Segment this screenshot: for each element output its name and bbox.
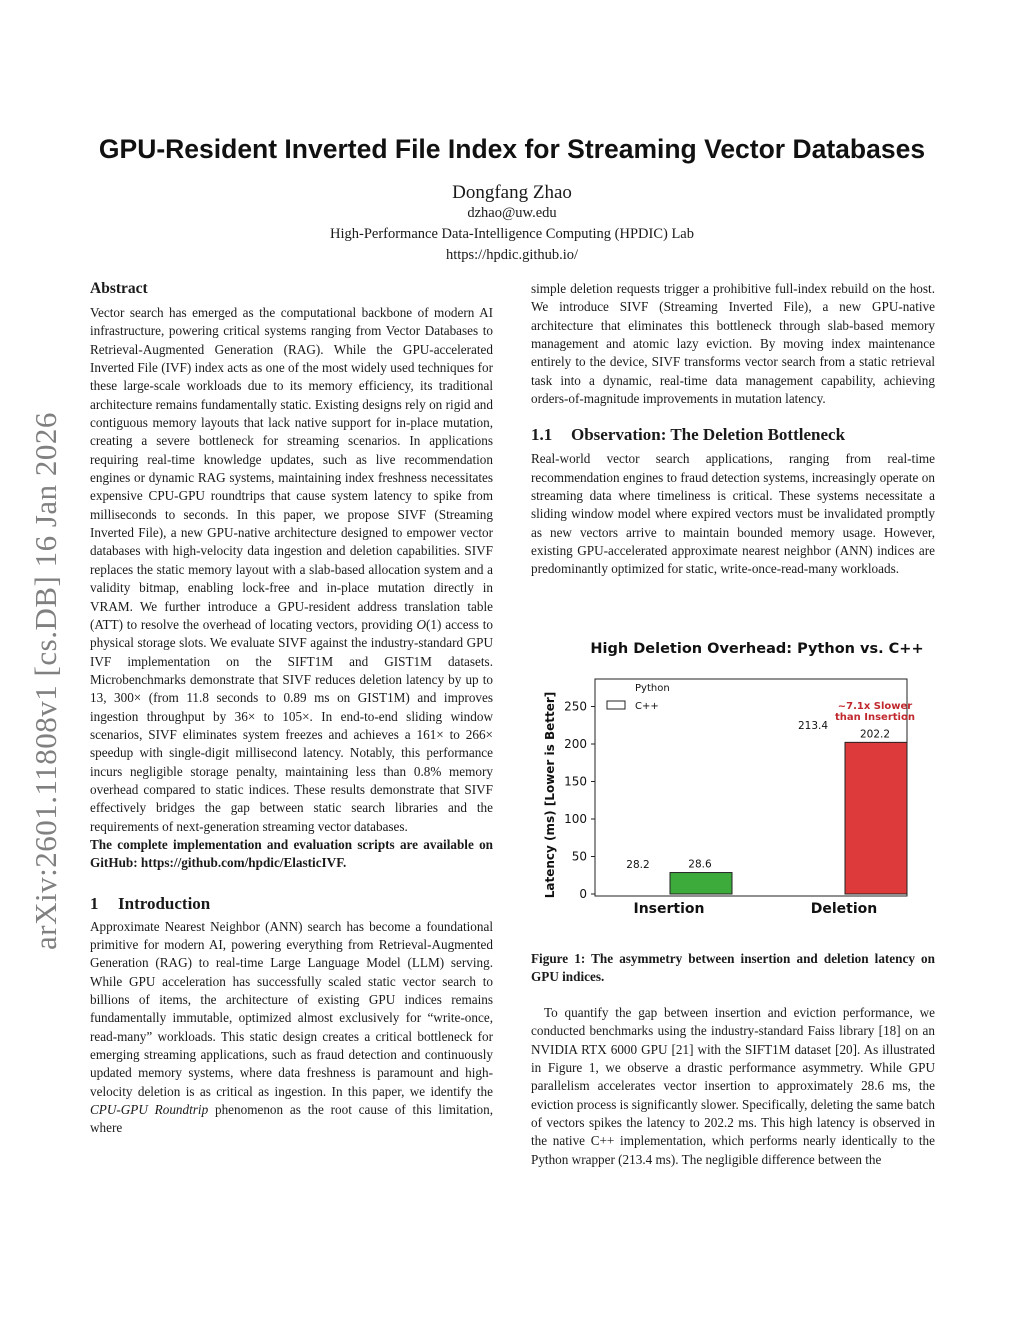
code-availability: The complete implementation and evaluation scripts are available on GitHub: https://github.com/hpdic/ElasticIVF. bbox=[90, 836, 493, 871]
bar-python-deletion bbox=[781, 734, 843, 894]
y-tick-label-0: 0 bbox=[579, 887, 587, 901]
y-ticks bbox=[564, 700, 595, 902]
y-tick-label-200: 200 bbox=[564, 737, 587, 751]
abstract-text-part1: Vector search has emerged as the computational backbone of modern AI infrastructure, powering critical systems ranging from Vector Databases to Retrieval-Augmented Generation (RAG). While the GPU-accelerated Inverted File (IVF) index acts as one of the most widely used techniques for these large-scale workloads due to its memory efficiency, its traditional architecture remains fundamentally static. Existing designs rely on rigid and contiguous memory layouts that lack native support for in-place mutation, creating a severe bottleneck for streaming scenarios. In applications requiring real-time knowledge updates, such as live recommendation engines or dynamic RAG systems, maintaining index freshness necessitates expensive CPU-GPU roundtrips that cause system latency to spike from milliseconds to seconds. In this paper, we propose SIVF (Streaming Inverted File), a new GPU-native architecture designed to empower vector databases with high-velocity data ingestion and deletion capabilities. SIVF replaces the static memory layout with a slab-based allocation system and a validity bitmap, enabling lock-free and in-place mutation directly in VRAM. We further introduce a GPU-resident address translation table (ATT) to resolve the overhead of locating vectors, providing bbox=[90, 305, 493, 632]
abstract-heading: Abstract bbox=[90, 280, 148, 297]
intro-text-part2: phenomenon as the root cause of this limitation, where bbox=[90, 1102, 493, 1136]
value-label-3: 202.2 bbox=[859, 728, 891, 741]
benchmark-paragraph: To quantify the gap between insertion and eviction performance, we conducted benchmarks using the industry-standard Faiss library [18] on an NVIDIA RTX 6000 GPU [21] with the SIFT1M dataset [20]. As illustrated in Figure 1, we observe a drastic performance asymmetry. While GPU parallelism accelerates vector insertion to approximately 28.6 ms, the eviction process is significantly slower. Specifically, deleting the same batch of vectors spikes the latency to 202.2 ms. This high latency is observed in the native C++ implementation, which performs nearly identically to the Python wrapper (213.4 ms). The negligible difference between the bbox=[531, 1005, 935, 1167]
y-axis-label: Latency (ms) [Lower is Better] bbox=[543, 691, 557, 899]
slowdown-annotation-line1: ~7.1x Slower bbox=[837, 701, 913, 712]
bars bbox=[606, 734, 907, 894]
intro-number: 1 bbox=[90, 893, 99, 913]
right-column-bottom bbox=[531, 1004, 935, 1169]
legend-python: Python bbox=[635, 683, 670, 694]
bar-cpp-deletion bbox=[845, 742, 907, 894]
legend-cpp: C++ bbox=[635, 701, 659, 712]
x-tick-insertion: Insertion bbox=[633, 901, 705, 917]
figure-1-caption: Figure 1: The asymmetry between insertion and deletion latency on GPU indices. bbox=[531, 951, 935, 985]
observation-heading bbox=[531, 424, 935, 446]
legend-swatch-cpp bbox=[607, 701, 625, 709]
chart-title: High Deletion Overhead: Python vs. C++ bbox=[590, 641, 924, 657]
intro-body bbox=[90, 918, 493, 1138]
intro-heading bbox=[90, 893, 493, 915]
y-tick-label-150: 150 bbox=[564, 774, 587, 789]
y-tick-label-100: 100 bbox=[564, 812, 587, 826]
bar-cpp-insertion bbox=[670, 873, 732, 894]
observation-number: 1.1 bbox=[531, 425, 553, 445]
author-affiliation: High-Performance Data-Intelligence Computing (HPDIC) Lab bbox=[329, 226, 694, 242]
author-url[interactable]: https://hpdic.github.io/ bbox=[445, 247, 579, 263]
figure-1-chart bbox=[531, 632, 935, 922]
intro-continued: simple deletion requests trigger a prohibitive full-index rebuild on the host. We introduce SIVF (Streaming Inverted File), a new GPU-native architecture that eliminates this bottleneck through slab-based memory management and atomic lazy eviction. By moving index maintenance entirely to the device, SIVF transforms vector search from a static retrieval task into a dynamic, real-time data management capability, achieving orders-of-magnitude improvements in mutation latency. bbox=[531, 281, 935, 407]
abstract-text-part2: (1) access to physical storage slots. We evaluate SIVF against the industry-standard GPU IVF implementation on the SIFT1M and GIST1M datasets. Microbenchmarks demonstrate that SIVF reduces deletion latency by up to 13, 300× (from 11.8 seconds to 0.89 ms on GIST1M) and improves ingestion throughput by 36× to 105×. In end-to-end sliding window scenarios, SIVF eliminates system freezes and achieves a 161× to 266× speedup with single-digit millisecond latency. Notably, this performance incurs negligible storage penalty, maintaining less than 0.8% memory overhead compared to static indices. These results demonstrate that SIVF effectively bridges the gap between static search libraries and the requirements of next-generation streaming vector databases. bbox=[90, 616, 494, 834]
author-email: dzhao@uw.edu bbox=[467, 205, 557, 221]
value-label-0: 28.2 bbox=[626, 858, 650, 871]
observation-body: Real-world vector search applications, ranging from real-time recommendation engines to fraud detection systems, increasingly operate on streaming data where timeliness is critical. These systems necessitate a sliding window model where expired vectors must be invalidated promptly as new vectors arrive to maintain bounded memory usage. However, existing GPU-accelerated approximate nearest neighbor (ANN) indices are predominantly optimized for static, write-once-read-many workloads. bbox=[531, 451, 935, 577]
value-label-2: 213.4 bbox=[797, 719, 829, 732]
paper-title: GPU-Resident Inverted File Index for Streaming Vector Databases bbox=[98, 134, 926, 164]
slowdown-annotation-line2: than Insertion bbox=[835, 712, 915, 723]
right-column-top bbox=[531, 280, 935, 579]
arxiv-stamp: arXiv:2601.11808v1 [cs.DB] 16 Jan 2026 bbox=[28, 412, 63, 950]
x-tick-deletion: Deletion bbox=[810, 901, 878, 917]
author-name: Dongfang Zhao bbox=[452, 182, 572, 203]
abstract-body bbox=[90, 304, 493, 836]
intro-title: Introduction bbox=[118, 893, 211, 913]
value-label-1: 28.6 bbox=[688, 858, 712, 871]
left-column bbox=[90, 278, 493, 1138]
observation-title: Observation: The Deletion Bottleneck bbox=[571, 425, 846, 445]
y-tick-label-50: 50 bbox=[571, 849, 587, 864]
big-o-symbol: O bbox=[416, 616, 426, 632]
intro-emphasis: CPU-GPU Roundtrip bbox=[90, 1102, 209, 1118]
y-tick-label-250: 250 bbox=[564, 699, 587, 714]
legend bbox=[607, 683, 670, 712]
intro-text-part1: Approximate Nearest Neighbor (ANN) search has become a foundational primitive for modern AI, powering everything from Retrieval-Augmented Generation (RAG) to real-time Large Language Model (LLM) serving. While GPU acceleration has successfully scaled static vector search to billions of items, the architecture of existing GPU indices remains fundamentally immutable, optimized almost exclusively for “write-once, read-many” workloads. This static design creates a critical bottleneck for emerging streaming applications, such as fraud detection and continuously updated memory systems, where data freshness is paramount and high-velocity deletion is as critical as ingestion. In this paper, we identify the bbox=[90, 918, 493, 1099]
bar-python-insertion bbox=[606, 873, 668, 894]
